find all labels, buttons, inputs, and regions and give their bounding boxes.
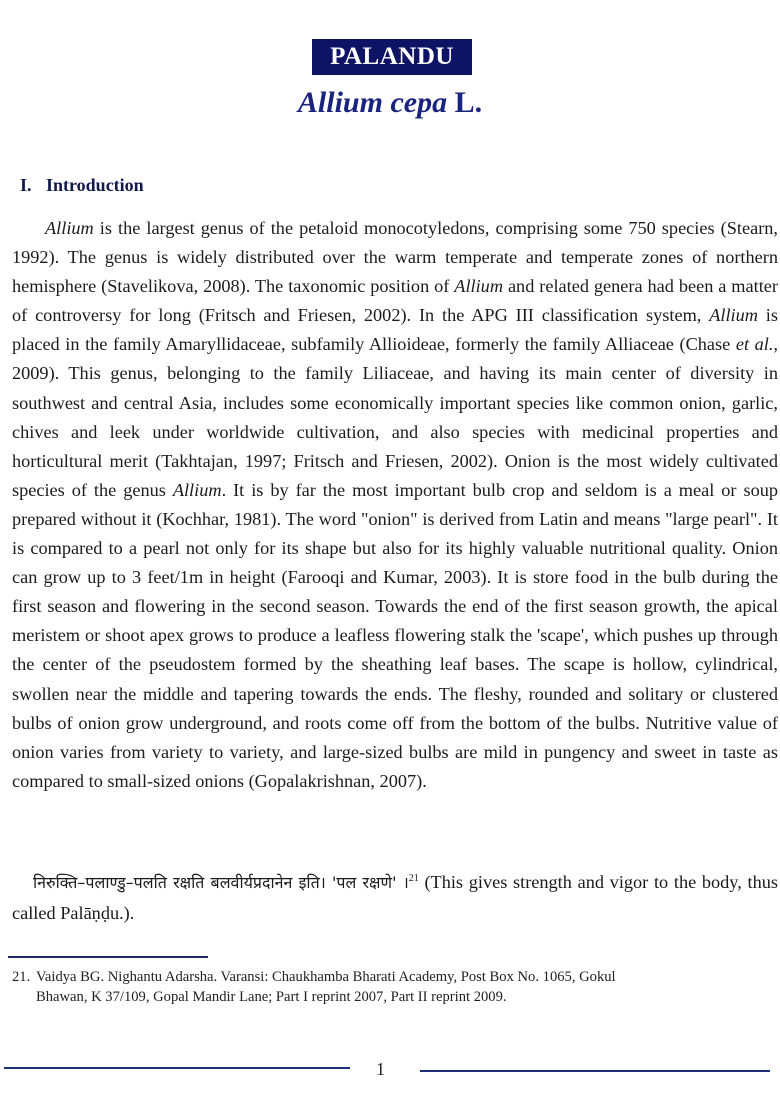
page-number: 1 <box>376 1059 385 1079</box>
text-run: is the largest genus of the petaloid monocotyledons, comprising some 750 species (Stearn, 1992). The genus is widely distributed over the warm temperate and temperate zones of northern hemisphere (Stavelikova, 2008). The taxonomic position of <box>12 218 778 297</box>
translation-text: (This gives strength and vigor to the body, thus called Palāṇḍu.). <box>12 872 778 924</box>
sanskrit-etymology <box>12 864 778 928</box>
introduction-body <box>12 214 778 796</box>
footnote-line-2: Bhawan, K 37/109, Gopal Mandir Lane; Part I reprint 2007, Part II reprint 2009. <box>36 989 507 1005</box>
italic-term: Allium <box>45 218 94 238</box>
italic-term: Allium <box>454 276 504 297</box>
footer-rule-right <box>420 1070 770 1072</box>
footnote-reference[interactable]: 21 <box>408 873 419 884</box>
footnote-number: 21. <box>12 969 31 985</box>
section-number: I. <box>20 175 32 195</box>
section-title: Introduction <box>46 175 144 195</box>
section-heading <box>20 175 144 196</box>
italic-term: et al., <box>735 334 778 355</box>
introduction-paragraph <box>12 214 778 796</box>
botanical-name-author: L. <box>447 86 483 119</box>
text-run: . It is by far the most important bulb crop and seldom is a meal or soup prepared without it (Kochhar, 1981). The word "onion" is derived from Latin and means "large pearl". It is compared to a pearl not only for its shape but also for its highly valuable nutritional quality. Onion can grow up to 3 feet/1m in height (Farooqi and Kumar, 2003). It is store food in the bulb during the first season and flowering in the second season. Towards the end of the first season growth, the apical meristem or shoot apex grows to produce a leafless flowering stalk the 'scape', which pushes up through the center of the pseudostem formed by the sheathing leaf bases. The scape is hollow, cylindrical, swollen near the middle and tapering towards the ends. The fleshy, rounded and solitary or clustered bulbs of onion grow underground, and roots come off from the bottom of the bulbs. Nutritive value of onion varies from variety to variety, and large-sized bulbs are mild in pungency and sweet in taste as compared to small-sized onions (Gopalakrishnan, 2007). <box>12 479 778 791</box>
text-run: and related genera had been a matter of controversy for long (Fritsch and Friesen, 2002). In the APG III classification system, <box>12 276 778 326</box>
devanagari-text: निरुक्ति–पलाण्डु–पलति रक्षति बलवीर्यप्रदानेन इति। 'पल रक्षणे' । <box>33 873 409 893</box>
text-run: is placed in the family Amaryllidaceae, subfamily Allioideae, formerly the family Alliaceae (Chase <box>12 305 778 355</box>
text-run: 2009). This genus, belonging to the family Liliaceae, and having its main center of diversity in southwest and central Asia, includes some economically important species like common onion, garlic, chives and leek under worldwide cultivation, and also species with medicinal properties and horticultural merit (Takhtajan, 1997; Fritsch and Friesen, 2002). Onion is the most widely cultivated species of the genus <box>12 363 778 500</box>
footer-rule-left <box>4 1067 350 1069</box>
chapter-title: PALANDU <box>330 43 454 70</box>
italic-term: Allium <box>172 479 222 500</box>
footnote-line-1: Vaidya BG. Nighantu Adarsha. Varansi: Chaukhamba Bharati Academy, Post Box No. 1065, Gokul <box>36 969 616 985</box>
italic-term: Allium <box>709 305 758 326</box>
botanical-name <box>0 86 780 120</box>
footnote <box>12 967 774 1007</box>
chapter-title-box <box>312 39 472 75</box>
botanical-name-species: Allium cepa <box>297 86 448 119</box>
footnote-divider <box>8 956 208 958</box>
